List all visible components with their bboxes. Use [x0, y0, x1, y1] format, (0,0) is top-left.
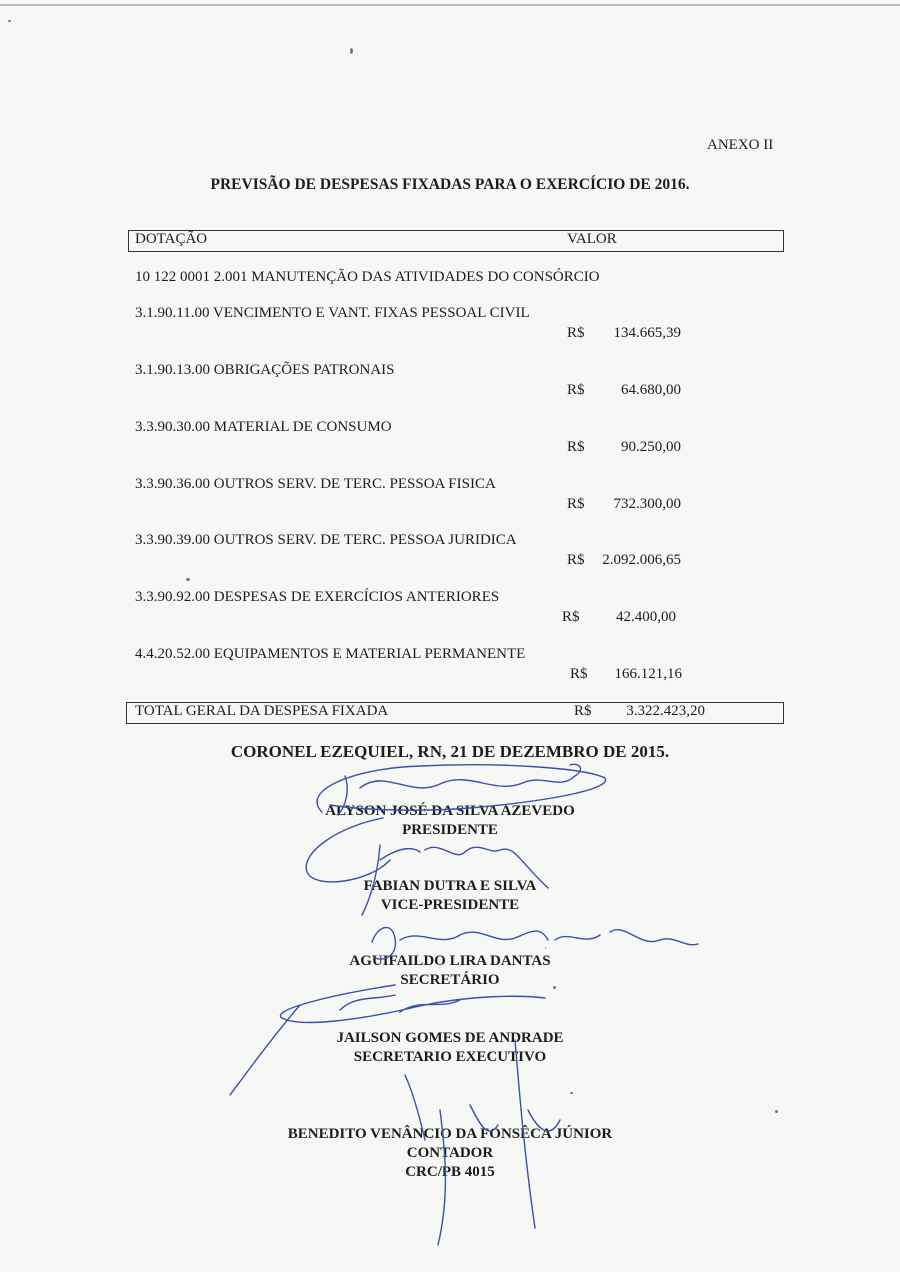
table-row-label: 3.3.90.92.00 DESPESAS DE EXERCÍCIOS ANTERIORES	[135, 589, 500, 605]
currency-label: R$	[567, 325, 585, 341]
signatory-name: JAILSON GOMES DE ANDRADE	[336, 1030, 564, 1046]
signatory-accountant	[0, 1125, 900, 1182]
signatory-name: AGUIFAILDO LIRA DANTAS	[349, 953, 551, 969]
scan-speck	[186, 578, 190, 581]
signatory-role: SECRETARIO EXECUTIVO	[353, 1049, 547, 1065]
scan-speck	[570, 1092, 573, 1094]
column-header-valor: VALOR	[567, 231, 617, 247]
scan-edge-line	[0, 4, 900, 6]
signatory-role: PRESIDENTE	[402, 822, 498, 838]
signatory-secretary	[0, 952, 900, 990]
table-row-amount: 90.250,00	[621, 439, 681, 455]
signatory-registration: CRC/PB 4015	[405, 1164, 495, 1180]
table-row-label: 3.3.90.30.00 MATERIAL DE CONSUMO	[135, 419, 392, 435]
table-row-amount: 42.400,00	[616, 609, 676, 625]
signatory-vice-president	[0, 877, 900, 915]
table-row-label: 3.3.90.39.00 OUTROS SERV. DE TERC. PESSOA JURIDICA	[135, 532, 517, 548]
currency-label: R$	[567, 496, 585, 512]
page-title: PREVISÃO DE DESPESAS FIXADAS PARA O EXERCÍCIO DE 2016.	[210, 176, 690, 193]
table-row-amount: 732.300,00	[613, 496, 681, 512]
signatory-executive-secretary	[0, 1029, 900, 1067]
table-header-box	[128, 230, 784, 252]
signatory-role: CONTADOR	[406, 1145, 494, 1161]
place-date-line: CORONEL EZEQUIEL, RN, 21 DE DEZEMBRO DE 2015.	[230, 742, 670, 761]
table-row-label: 3.1.90.11.00 VENCIMENTO E VANT. FIXAS PESSOAL CIVIL	[135, 305, 530, 321]
handwritten-note	[545, 947, 547, 948]
signatory-name: ALYSON JOSÉ DA SILVA AZEVEDO	[325, 803, 575, 819]
column-header-dotacao: DOTAÇÃO	[135, 231, 208, 247]
currency-label: R$	[567, 552, 585, 568]
table-row-amount: 134.665,39	[613, 325, 681, 341]
table-row-label: 3.3.90.36.00 OUTROS SERV. DE TERC. PESSOA FISICA	[135, 476, 496, 492]
currency-label: R$	[562, 609, 580, 625]
scan-speck	[8, 20, 11, 22]
currency-label: R$	[574, 703, 592, 719]
currency-label: R$	[567, 382, 585, 398]
table-row-label: 4.4.20.52.00 EQUIPAMENTOS E MATERIAL PERMANENTE	[135, 646, 526, 662]
scan-speck	[775, 1110, 778, 1113]
scan-speck	[553, 986, 556, 989]
table-row-amount: 166.121,16	[614, 666, 682, 682]
signatory-role: VICE-PRESIDENTE	[380, 897, 520, 913]
signatory-role: SECRETÁRIO	[400, 972, 500, 988]
table-row-amount: 2.092.006,65	[602, 552, 681, 568]
budget-action-line: 10 122 0001 2.001 MANUTENÇÃO DAS ATIVIDADES DO CONSÓRCIO	[135, 269, 600, 285]
table-row-label: 3.1.90.13.00 OBRIGAÇÕES PATRONAIS	[135, 362, 395, 378]
table-row-amount: 64.680,00	[621, 382, 681, 398]
annex-label: ANEXO II	[707, 137, 774, 153]
total-label: TOTAL GERAL DA DESPESA FIXADA	[135, 703, 389, 719]
signatory-name: BENEDITO VENÂNCIO DA FONSÊCA JÚNIOR	[287, 1126, 613, 1142]
signatory-president	[0, 802, 900, 840]
total-amount: 3.322.423,20	[626, 703, 705, 719]
currency-label: R$	[567, 439, 585, 455]
signatory-name: FABIAN DUTRA E SILVA	[363, 878, 537, 894]
scan-speck	[350, 48, 353, 54]
currency-label: R$	[570, 666, 588, 682]
